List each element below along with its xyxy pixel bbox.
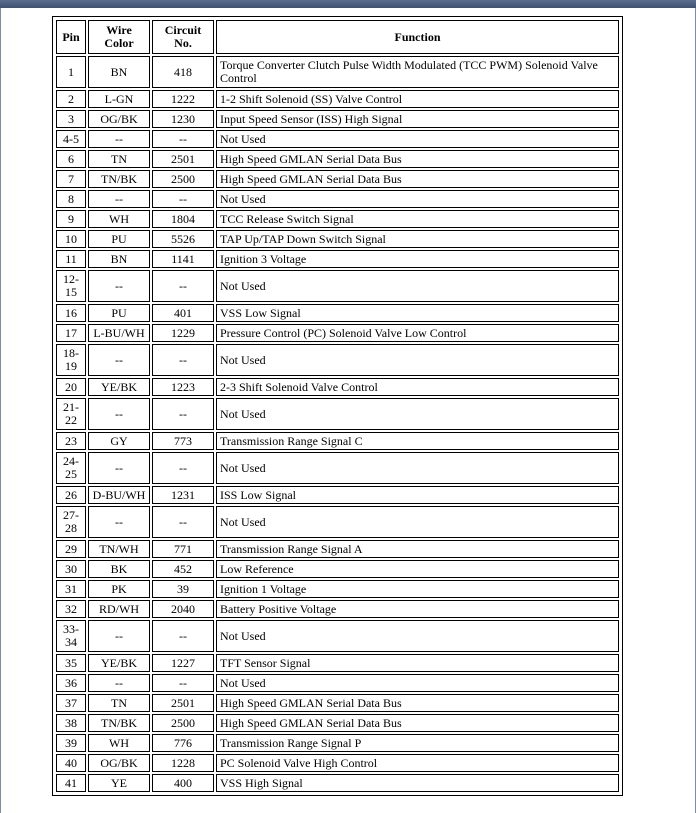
table-row bbox=[56, 580, 619, 598]
table-row bbox=[56, 378, 619, 396]
circuit-number-cell: 1223 bbox=[152, 378, 214, 396]
circuit-number-cell: 2500 bbox=[152, 170, 214, 188]
table-row bbox=[56, 486, 619, 504]
function-cell: Not Used bbox=[216, 398, 619, 430]
table-row bbox=[56, 654, 619, 672]
pin-cell: 20 bbox=[56, 378, 86, 396]
table-row bbox=[56, 560, 619, 578]
table-row bbox=[56, 90, 619, 108]
wire-color-cell: TN/WH bbox=[88, 540, 150, 558]
table-row bbox=[56, 714, 619, 732]
circuit-number-cell: 1228 bbox=[152, 754, 214, 772]
function-cell: Pressure Control (PC) Solenoid Valve Low Control bbox=[216, 324, 619, 342]
wire-color-cell: GY bbox=[88, 432, 150, 450]
table-row bbox=[56, 620, 619, 652]
function-cell: Not Used bbox=[216, 344, 619, 376]
table-row bbox=[56, 324, 619, 342]
table-row bbox=[56, 432, 619, 450]
window-top-bar bbox=[0, 0, 696, 8]
pin-cell: 41 bbox=[56, 774, 86, 792]
wire-color-cell: WH bbox=[88, 210, 150, 228]
function-cell: TCC Release Switch Signal bbox=[216, 210, 619, 228]
function-cell: High Speed GMLAN Serial Data Bus bbox=[216, 170, 619, 188]
header-wire-color: Wire Color bbox=[88, 20, 150, 54]
pin-cell: 16 bbox=[56, 304, 86, 322]
table-row bbox=[56, 250, 619, 268]
circuit-number-cell: -- bbox=[152, 190, 214, 208]
function-cell: TAP Up/TAP Down Switch Signal bbox=[216, 230, 619, 248]
table-row bbox=[56, 210, 619, 228]
circuit-number-cell: 1227 bbox=[152, 654, 214, 672]
circuit-number-cell: 2500 bbox=[152, 714, 214, 732]
circuit-number-cell: -- bbox=[152, 620, 214, 652]
pin-cell: 35 bbox=[56, 654, 86, 672]
function-cell: Not Used bbox=[216, 506, 619, 538]
wire-color-cell: -- bbox=[88, 344, 150, 376]
header-circuit-no: Circuit No. bbox=[152, 20, 214, 54]
function-cell: ISS Low Signal bbox=[216, 486, 619, 504]
wire-color-cell: BN bbox=[88, 56, 150, 88]
circuit-number-cell: 5526 bbox=[152, 230, 214, 248]
table-row bbox=[56, 754, 619, 772]
wire-color-cell: -- bbox=[88, 506, 150, 538]
connector-pinout-table bbox=[54, 18, 621, 794]
circuit-number-cell: 1229 bbox=[152, 324, 214, 342]
pin-cell: 36 bbox=[56, 674, 86, 692]
pin-cell: 17 bbox=[56, 324, 86, 342]
wire-color-cell: PK bbox=[88, 580, 150, 598]
pin-cell: 12-15 bbox=[56, 270, 86, 302]
wire-color-cell: L-BU/WH bbox=[88, 324, 150, 342]
circuit-number-cell: 1141 bbox=[152, 250, 214, 268]
circuit-number-cell: 2040 bbox=[152, 600, 214, 618]
pin-cell: 32 bbox=[56, 600, 86, 618]
table-body bbox=[56, 56, 619, 792]
circuit-number-cell: 452 bbox=[152, 560, 214, 578]
wire-color-cell: -- bbox=[88, 190, 150, 208]
wire-color-cell: BN bbox=[88, 250, 150, 268]
pin-cell: 31 bbox=[56, 580, 86, 598]
function-cell: Not Used bbox=[216, 270, 619, 302]
wire-color-cell: -- bbox=[88, 398, 150, 430]
function-cell: Ignition 3 Voltage bbox=[216, 250, 619, 268]
circuit-number-cell: 1804 bbox=[152, 210, 214, 228]
table-row bbox=[56, 190, 619, 208]
header-pin: Pin bbox=[56, 20, 86, 54]
pin-cell: 30 bbox=[56, 560, 86, 578]
table-header-row bbox=[56, 20, 619, 54]
circuit-number-cell: 1230 bbox=[152, 110, 214, 128]
table-row bbox=[56, 674, 619, 692]
circuit-number-cell: 400 bbox=[152, 774, 214, 792]
pin-cell: 10 bbox=[56, 230, 86, 248]
pin-cell: 26 bbox=[56, 486, 86, 504]
wire-color-cell: OG/BK bbox=[88, 110, 150, 128]
pin-cell: 11 bbox=[56, 250, 86, 268]
circuit-number-cell: 2501 bbox=[152, 694, 214, 712]
pin-cell: 38 bbox=[56, 714, 86, 732]
window-left-edge bbox=[0, 8, 1, 813]
connector-pinout-table-frame bbox=[52, 16, 623, 796]
function-cell: Not Used bbox=[216, 620, 619, 652]
pin-cell: 40 bbox=[56, 754, 86, 772]
function-cell: Input Speed Sensor (ISS) High Signal bbox=[216, 110, 619, 128]
wire-color-cell: BK bbox=[88, 560, 150, 578]
function-cell: VSS Low Signal bbox=[216, 304, 619, 322]
circuit-number-cell: -- bbox=[152, 674, 214, 692]
function-cell: Transmission Range Signal P bbox=[216, 734, 619, 752]
wire-color-cell: -- bbox=[88, 270, 150, 302]
circuit-number-cell: 401 bbox=[152, 304, 214, 322]
circuit-number-cell: 2501 bbox=[152, 150, 214, 168]
function-cell: Battery Positive Voltage bbox=[216, 600, 619, 618]
circuit-number-cell: 39 bbox=[152, 580, 214, 598]
wire-color-cell: TN/BK bbox=[88, 714, 150, 732]
pin-cell: 37 bbox=[56, 694, 86, 712]
pin-cell: 4-5 bbox=[56, 130, 86, 148]
pin-cell: 18-19 bbox=[56, 344, 86, 376]
circuit-number-cell: -- bbox=[152, 398, 214, 430]
function-cell: Not Used bbox=[216, 190, 619, 208]
wire-color-cell: PU bbox=[88, 304, 150, 322]
wire-color-cell: WH bbox=[88, 734, 150, 752]
wire-color-cell: -- bbox=[88, 452, 150, 484]
pin-cell: 2 bbox=[56, 90, 86, 108]
wire-color-cell: D-BU/WH bbox=[88, 486, 150, 504]
circuit-number-cell: -- bbox=[152, 452, 214, 484]
pin-cell: 8 bbox=[56, 190, 86, 208]
wire-color-cell: TN bbox=[88, 150, 150, 168]
wire-color-cell: RD/WH bbox=[88, 600, 150, 618]
wire-color-cell: PU bbox=[88, 230, 150, 248]
table-row bbox=[56, 170, 619, 188]
pin-cell: 6 bbox=[56, 150, 86, 168]
wire-color-cell: OG/BK bbox=[88, 754, 150, 772]
wire-color-cell: YE/BK bbox=[88, 378, 150, 396]
pin-cell: 7 bbox=[56, 170, 86, 188]
table-row bbox=[56, 398, 619, 430]
function-cell: Torque Converter Clutch Pulse Width Modulated (TCC PWM) Solenoid Valve Control bbox=[216, 56, 619, 88]
table-row bbox=[56, 540, 619, 558]
table-row bbox=[56, 694, 619, 712]
circuit-number-cell: 771 bbox=[152, 540, 214, 558]
table-row bbox=[56, 150, 619, 168]
table-row bbox=[56, 774, 619, 792]
wire-color-cell: -- bbox=[88, 674, 150, 692]
table-row bbox=[56, 110, 619, 128]
table-row bbox=[56, 304, 619, 322]
function-cell: VSS High Signal bbox=[216, 774, 619, 792]
table-row bbox=[56, 452, 619, 484]
pin-cell: 21-22 bbox=[56, 398, 86, 430]
wire-color-cell: TN bbox=[88, 694, 150, 712]
pin-cell: 1 bbox=[56, 56, 86, 88]
pin-cell: 3 bbox=[56, 110, 86, 128]
header-function: Function bbox=[216, 20, 619, 54]
pin-cell: 27-28 bbox=[56, 506, 86, 538]
table-row bbox=[56, 130, 619, 148]
table-row bbox=[56, 230, 619, 248]
function-cell: Transmission Range Signal A bbox=[216, 540, 619, 558]
table-row bbox=[56, 734, 619, 752]
function-cell: High Speed GMLAN Serial Data Bus bbox=[216, 694, 619, 712]
wire-color-cell: TN/BK bbox=[88, 170, 150, 188]
function-cell: Ignition 1 Voltage bbox=[216, 580, 619, 598]
pin-cell: 29 bbox=[56, 540, 86, 558]
circuit-number-cell: -- bbox=[152, 130, 214, 148]
wire-color-cell: YE bbox=[88, 774, 150, 792]
pin-cell: 23 bbox=[56, 432, 86, 450]
pin-cell: 39 bbox=[56, 734, 86, 752]
circuit-number-cell: -- bbox=[152, 344, 214, 376]
function-cell: Low Reference bbox=[216, 560, 619, 578]
circuit-number-cell: 776 bbox=[152, 734, 214, 752]
function-cell: Not Used bbox=[216, 674, 619, 692]
circuit-number-cell: -- bbox=[152, 270, 214, 302]
table-header bbox=[56, 20, 619, 54]
circuit-number-cell: 773 bbox=[152, 432, 214, 450]
function-cell: 1-2 Shift Solenoid (SS) Valve Control bbox=[216, 90, 619, 108]
table-row bbox=[56, 270, 619, 302]
function-cell: PC Solenoid Valve High Control bbox=[216, 754, 619, 772]
wire-color-cell: -- bbox=[88, 620, 150, 652]
table-row bbox=[56, 344, 619, 376]
table-row bbox=[56, 506, 619, 538]
function-cell: Not Used bbox=[216, 452, 619, 484]
circuit-number-cell: -- bbox=[152, 506, 214, 538]
wire-color-cell: -- bbox=[88, 130, 150, 148]
circuit-number-cell: 418 bbox=[152, 56, 214, 88]
circuit-number-cell: 1222 bbox=[152, 90, 214, 108]
pin-cell: 33-34 bbox=[56, 620, 86, 652]
function-cell: Not Used bbox=[216, 130, 619, 148]
function-cell: Transmission Range Signal C bbox=[216, 432, 619, 450]
wire-color-cell: L-GN bbox=[88, 90, 150, 108]
wire-color-cell: YE/BK bbox=[88, 654, 150, 672]
pin-cell: 24-25 bbox=[56, 452, 86, 484]
circuit-number-cell: 1231 bbox=[152, 486, 214, 504]
table-row bbox=[56, 56, 619, 88]
function-cell: 2-3 Shift Solenoid Valve Control bbox=[216, 378, 619, 396]
function-cell: TFT Sensor Signal bbox=[216, 654, 619, 672]
function-cell: High Speed GMLAN Serial Data Bus bbox=[216, 150, 619, 168]
pin-cell: 9 bbox=[56, 210, 86, 228]
function-cell: High Speed GMLAN Serial Data Bus bbox=[216, 714, 619, 732]
table-row bbox=[56, 600, 619, 618]
